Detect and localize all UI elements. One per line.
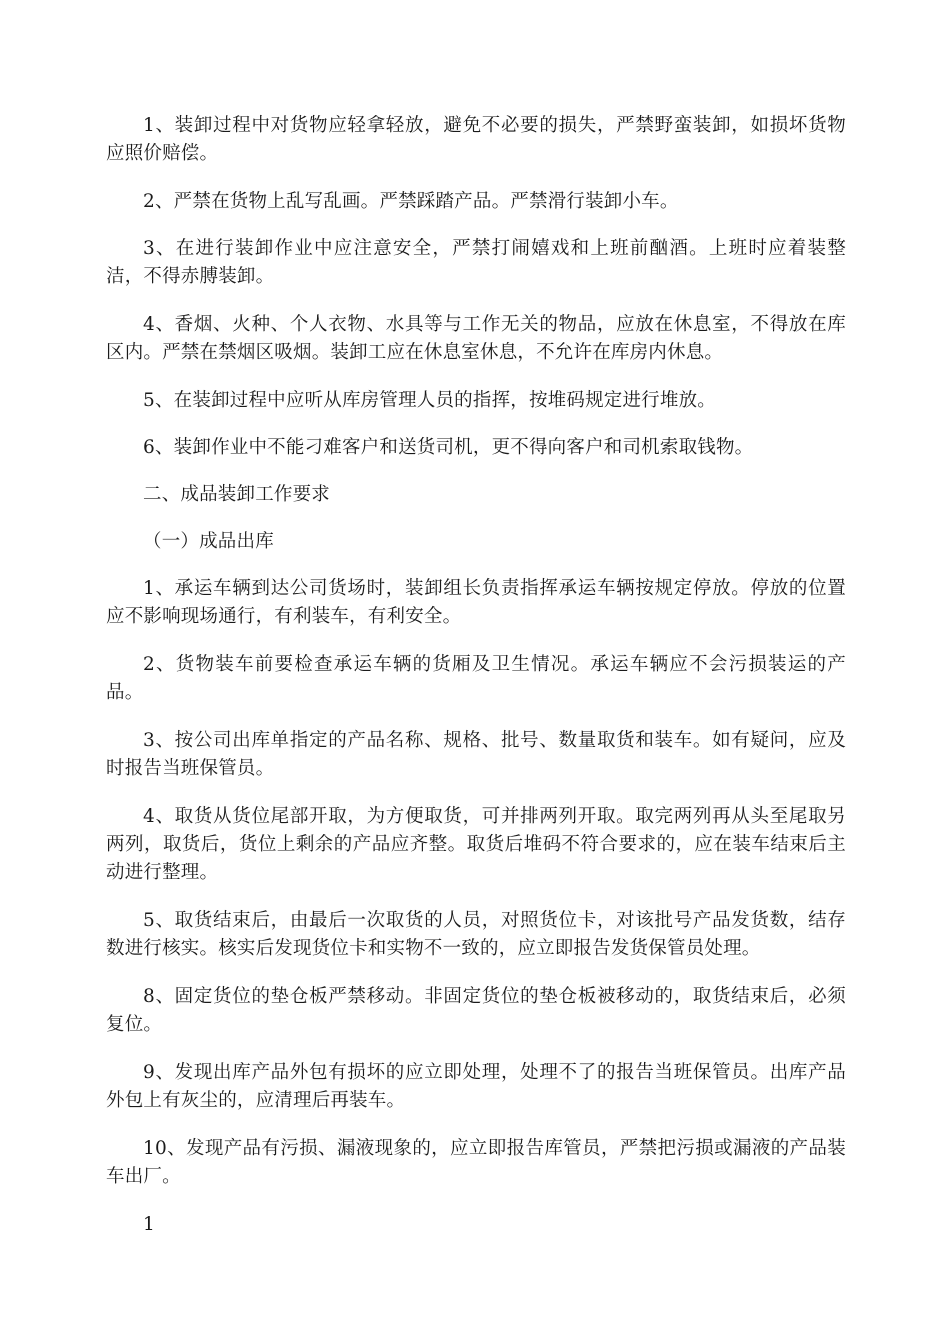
paragraph-10: 4、取货从货位尾部开取，为方便取货，可并排两列开取。取完两列再从头至尾取另两列，取货后，货位上剩余的产品应齐整。取货后堆码不符合要求的，应在装车结束后主动进行整理。 bbox=[106, 806, 846, 883]
section-heading: 二、成品装卸工作要求 bbox=[143, 484, 331, 505]
paragraph-4: 4、香烟、火种、个人衣物、水具等与工作无关的物品，应放在休息室，不得放在库区内。严禁在禁烟区吸烟。装卸工应在休息室休息，不允许在库房内休息。 bbox=[106, 314, 846, 363]
document-page bbox=[106, 112, 846, 1239]
paragraph-6: 6、装卸作业中不能刁难客户和送货司机，更不得向客户和司机索取钱物。 bbox=[143, 437, 754, 458]
paragraph-3: 3、在进行装卸作业中应注意安全，严禁打闹嬉戏和上班前酗酒。上班时应着装整洁，不得赤膊装卸。 bbox=[106, 238, 846, 287]
paragraph-12: 8、固定货位的垫仓板严禁移动。非固定货位的垫仓板被移动的，取货结束后，必须复位。 bbox=[106, 986, 846, 1035]
paragraph-1: 1、装卸过程中对货物应轻拿轻放，避免不必要的损失，严禁野蛮装卸，如损坏货物应照价赔偿。 bbox=[106, 115, 846, 164]
paragraph-11: 5、取货结束后，由最后一次取货的人员，对照货位卡，对该批号产品发货数，结存数进行核实。核实后发现货位卡和实物不一致的，应立即报告发货保管员处理。 bbox=[106, 910, 846, 959]
paragraph-9: 3、按公司出库单指定的产品名称、规格、批号、数量取货和装车。如有疑问，应及时报告当班保管员。 bbox=[106, 730, 846, 779]
paragraph-5: 5、在装卸过程中应听从库房管理人员的指挥，按堆码规定进行堆放。 bbox=[143, 390, 716, 411]
paragraph-2: 2、严禁在货物上乱写乱画。严禁踩踏产品。严禁滑行装卸小车。 bbox=[143, 191, 679, 212]
page-number: 1 bbox=[143, 1214, 155, 1235]
paragraph-7: 1、承运车辆到达公司货场时，装卸组长负责指挥承运车辆按规定停放。停放的位置应不影响现场通行，有利装车，有利安全。 bbox=[106, 578, 846, 627]
paragraph-8: 2、货物装车前要检查承运车辆的货厢及卫生情况。承运车辆应不会污损装运的产品。 bbox=[106, 654, 846, 703]
paragraph-14: 10、发现产品有污损、漏液现象的，应立即报告库管员，严禁把污损或漏液的产品装车出厂。 bbox=[106, 1138, 846, 1187]
subsection-heading: （一）成品出库 bbox=[143, 531, 274, 552]
paragraph-13: 9、发现出库产品外包有损坏的应立即处理，处理不了的报告当班保管员。出库产品外包上有灰尘的，应清理后再装车。 bbox=[106, 1062, 846, 1111]
